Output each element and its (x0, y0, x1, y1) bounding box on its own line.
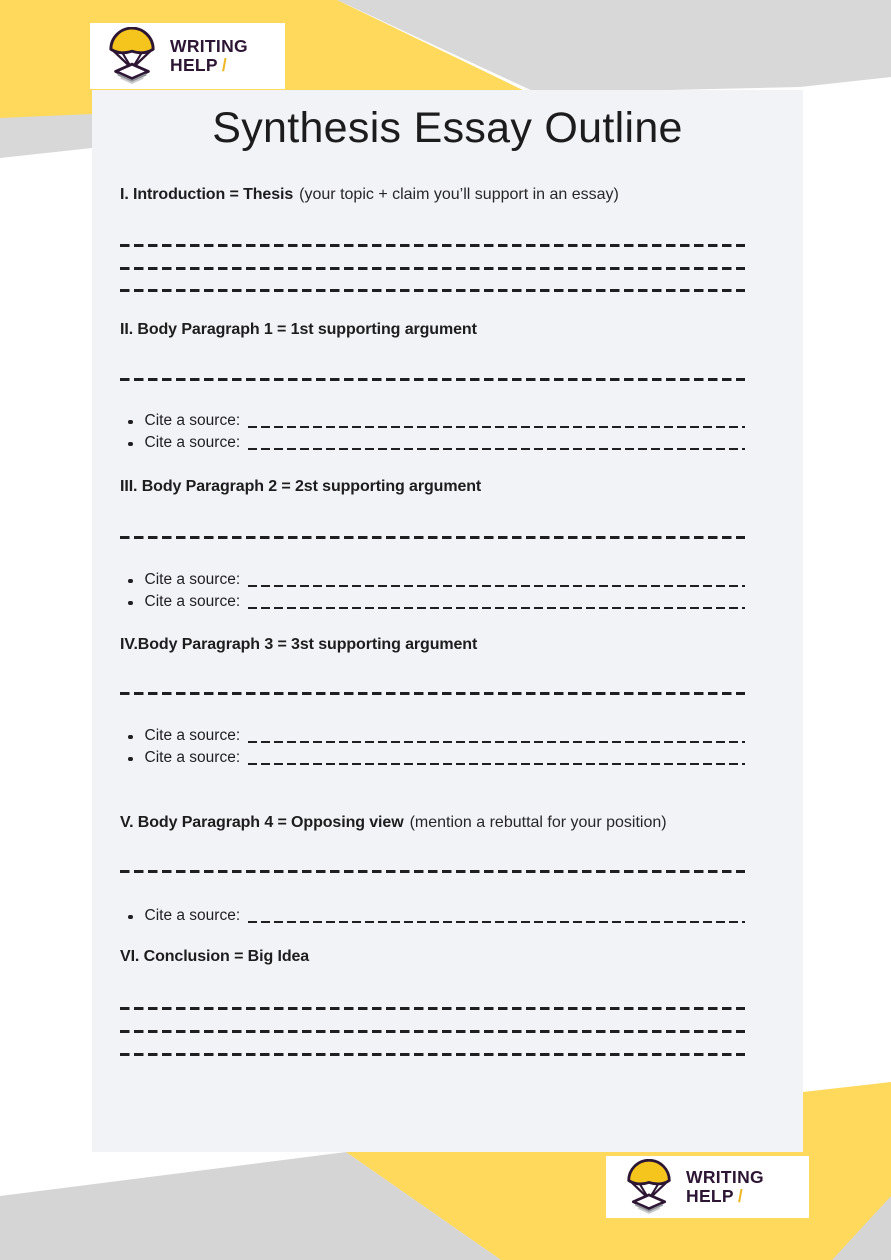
brand-name (686, 1168, 764, 1206)
section-heading-body-4 (120, 812, 763, 834)
brand-word-1: WRITING (686, 1167, 764, 1187)
brand-slash: / (737, 1186, 744, 1206)
cite-source-row (128, 568, 745, 590)
blank-write-line (120, 244, 745, 247)
section-label: II. Body Paragraph 1 = 1st supporting argument (120, 321, 477, 338)
cite-source-label: Cite a source: (144, 907, 241, 924)
brand-logo-bottom (606, 1156, 809, 1218)
blank-write-line (248, 763, 745, 765)
section-heading-conclusion (120, 946, 763, 968)
section-note: (your topic + claim you’ll support in an essay) (299, 186, 619, 203)
blank-write-line (120, 289, 745, 292)
blank-write-line (248, 741, 745, 743)
bullet-icon (128, 757, 133, 762)
cite-source-row (128, 409, 745, 431)
blank-write-line (120, 870, 745, 873)
section-label: III. Body Paragraph 2 = 2st supporting argument (120, 478, 482, 495)
bullet-icon (128, 601, 133, 606)
blank-write-line (120, 378, 745, 381)
cite-source-label: Cite a source: (144, 571, 241, 588)
parachute-book-icon (625, 1159, 673, 1215)
section-label: V. Body Paragraph 4 = Opposing view (120, 814, 404, 831)
cite-source-row (128, 724, 745, 746)
cite-source-label: Cite a source: (144, 593, 241, 610)
section-label: IV.Body Paragraph 3 = 3st supporting argument (120, 636, 478, 653)
brand-logo-top (90, 23, 285, 89)
brand-slash: / (221, 55, 228, 75)
cite-source-row (128, 746, 745, 768)
blank-write-line (248, 607, 745, 609)
brand-word-2: HELP (686, 1186, 734, 1206)
bullet-icon (128, 915, 133, 920)
document-page (92, 90, 803, 1152)
blank-write-line (120, 536, 745, 539)
cite-source-row (128, 431, 745, 453)
blank-write-line (120, 1007, 745, 1010)
blank-write-line (248, 426, 745, 428)
blank-write-line (120, 1030, 745, 1033)
cite-source-row (128, 590, 745, 612)
section-heading-body-1 (120, 319, 763, 341)
bullet-icon (128, 735, 133, 740)
section-heading-introduction (120, 184, 763, 206)
bullet-icon (128, 442, 133, 447)
section-label: I. Introduction = Thesis (120, 186, 294, 203)
brand-name (170, 37, 248, 75)
blank-write-line (120, 1053, 745, 1056)
parachute-book-icon (107, 27, 157, 85)
cite-source-row (128, 904, 745, 926)
section-label: VI. Conclusion = Big Idea (120, 948, 310, 965)
blank-write-line (248, 921, 745, 923)
cite-source-label: Cite a source: (144, 412, 241, 429)
bullet-icon (128, 420, 133, 425)
section-note: (mention a rebuttal for your position) (409, 814, 667, 831)
bullet-icon (128, 579, 133, 584)
blank-write-line (248, 585, 745, 587)
blank-write-line (248, 448, 745, 450)
section-heading-body-2 (120, 476, 763, 498)
cite-source-label: Cite a source: (144, 434, 241, 451)
page-title: Synthesis Essay Outline (212, 104, 683, 152)
brand-word-2: HELP (170, 55, 218, 75)
cite-source-label: Cite a source: (144, 727, 241, 744)
blank-write-line (120, 267, 745, 270)
blank-write-line (120, 692, 745, 695)
brand-word-1: WRITING (170, 36, 248, 56)
cite-source-label: Cite a source: (144, 749, 241, 766)
section-heading-body-3 (120, 634, 763, 656)
